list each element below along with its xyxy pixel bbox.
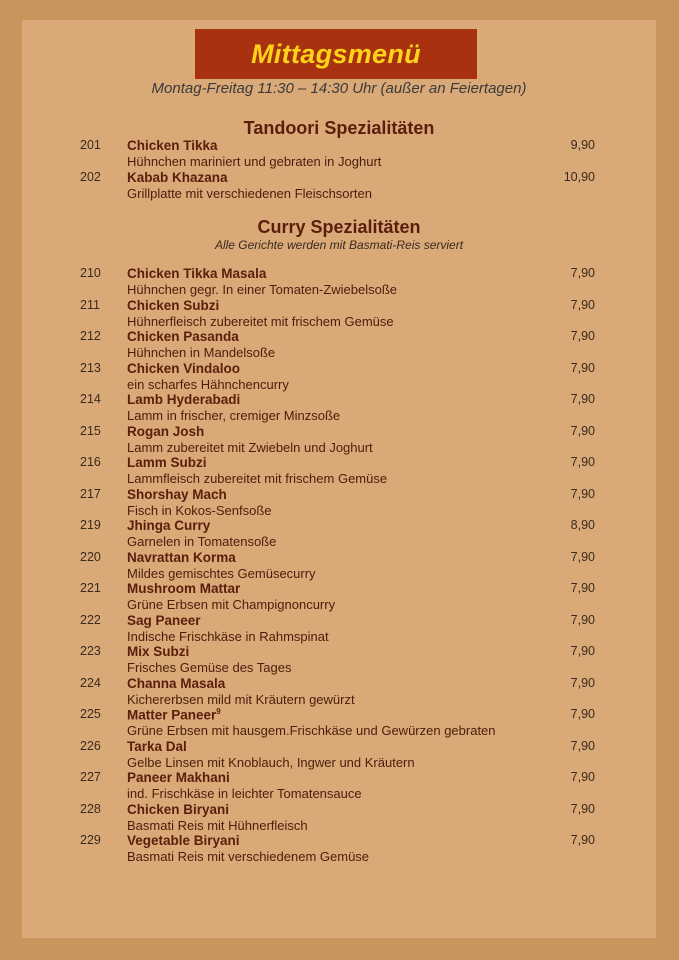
item-number: 214 <box>80 392 101 406</box>
item-description: Hühnchen in Mandelsoße <box>127 345 276 360</box>
menu-item <box>22 487 656 519</box>
menu-page <box>22 20 656 938</box>
item-price: 7,90 <box>570 707 595 721</box>
menu-item <box>22 361 656 393</box>
item-description: Garnelen in Tomatensoße <box>127 534 277 549</box>
menu-item <box>22 424 656 456</box>
item-name-text: Navrattan Korma <box>127 549 236 565</box>
menu-title: Mittagsmenü <box>251 38 421 69</box>
item-number: 201 <box>80 138 101 152</box>
item-name <box>127 266 266 281</box>
item-description: Mildes gemischtes Gemüsecurry <box>127 565 316 581</box>
item-description: ind. Frischkäse in leichter Tomatensauce <box>127 786 362 801</box>
section-title-curry: Curry Spezialitäten <box>257 217 421 237</box>
menu-item <box>22 392 656 424</box>
item-description: Kichererbsen mild mit Kräutern gewürzt <box>127 691 355 707</box>
item-name <box>127 392 240 407</box>
item-description: Gelbe Linsen mit Knoblauch, Ingwer und Kräutern <box>127 754 415 770</box>
item-number: 216 <box>80 455 101 469</box>
item-name-text: Rogan Josh <box>127 423 205 439</box>
item-name <box>127 676 225 691</box>
menu-item <box>22 707 656 739</box>
item-name <box>127 802 229 817</box>
item-name <box>127 707 221 723</box>
item-description: Hühnchen gegr. In einer Tomaten-Zwiebelsoße <box>127 282 398 297</box>
item-name <box>127 581 240 596</box>
item-name <box>127 361 240 376</box>
item-price: 7,90 <box>570 297 595 312</box>
item-price: 7,90 <box>570 770 595 784</box>
item-name-text: Chicken Tikka Masala <box>127 266 267 281</box>
item-name <box>127 329 239 344</box>
item-description: Grüne Erbsen mit Champignoncurry <box>127 597 336 612</box>
item-number: 226 <box>80 738 101 753</box>
menu-item <box>22 676 656 708</box>
item-description: Grillplatte mit verschiedenen Fleischsorten <box>127 185 372 201</box>
item-name <box>127 138 218 153</box>
opening-hours: Montag-Freitag 11:30 – 14:30 Uhr (außer an Feiertagen) <box>151 80 527 97</box>
item-name-text: Lamb Hyderabadi <box>127 392 241 407</box>
item-number: 213 <box>80 360 101 375</box>
item-price: 7,90 <box>570 549 595 564</box>
menu-item <box>22 581 656 613</box>
item-number: 212 <box>80 329 101 343</box>
item-price: 7,90 <box>570 360 595 375</box>
menu-item <box>22 329 656 361</box>
section-subtitle-curry: Alle Gerichte werden mit Basmati-Reis serviert <box>214 238 464 252</box>
item-name <box>127 298 219 313</box>
item-name-text: Shorshay Mach <box>127 486 227 502</box>
menu-item <box>22 644 656 676</box>
item-description: Lammfleisch zubereitet mit frischem Gemüse <box>127 471 388 486</box>
item-number: 215 <box>80 423 101 438</box>
item-name <box>127 613 201 628</box>
item-description: Hühnchen mariniert und gebraten in Joghurt <box>127 154 382 169</box>
item-number: 221 <box>80 581 101 595</box>
item-name-text: Matter Paneer <box>127 707 217 723</box>
item-description: Grüne Erbsen mit hausgem.Frischkäse und Gewürzen gebraten <box>127 723 496 738</box>
item-number: 225 <box>80 707 101 721</box>
item-name <box>127 170 228 185</box>
menu-item <box>22 613 656 645</box>
item-description: Indische Frischkäse in Rahmspinat <box>127 628 329 644</box>
menu-item <box>22 138 656 170</box>
item-description: Hühnerfleisch zubereitet mit frischem Gemüse <box>127 313 394 329</box>
item-name <box>127 455 207 470</box>
item-name-text: Mix Subzi <box>127 644 190 659</box>
item-description: Lamm in frischer, cremiger Minzsoße <box>127 408 341 423</box>
item-number: 210 <box>80 266 101 280</box>
item-number: 228 <box>80 801 101 816</box>
item-number: 223 <box>80 644 101 658</box>
item-description: Basmati Reis mit verschiedenem Gemüse <box>127 849 370 864</box>
item-name-text: Chicken Vindaloo <box>127 360 241 376</box>
item-number: 219 <box>80 518 101 532</box>
item-name-text: Paneer Makhani <box>127 770 230 785</box>
item-name <box>127 487 227 502</box>
item-name-text: Lamm Subzi <box>127 455 207 470</box>
item-price: 7,90 <box>570 423 595 438</box>
menu-item <box>22 170 656 202</box>
item-name-text: Vegetable Biryani <box>127 833 240 848</box>
item-price: 7,90 <box>570 644 595 658</box>
item-price: 8,90 <box>570 518 595 532</box>
item-number: 222 <box>80 612 101 627</box>
item-price: 7,90 <box>570 612 595 627</box>
item-description: Lamm zubereitet mit Zwiebeln und Joghurt <box>127 439 373 455</box>
item-description: Fisch in Kokos-Senfsoße <box>127 502 272 518</box>
menu-item <box>22 802 656 834</box>
item-price: 7,90 <box>570 486 595 501</box>
item-name <box>127 644 189 659</box>
item-name-text: Tarka Dal <box>127 738 187 754</box>
section-title-tandoori: Tandoori Spezialitäten <box>243 118 435 138</box>
item-name <box>127 770 230 785</box>
item-name-text: Kabab Khazana <box>127 169 228 185</box>
item-price: 7,90 <box>570 801 595 816</box>
menu-item <box>22 550 656 582</box>
item-name-text: Chicken Subzi <box>127 297 220 313</box>
item-name <box>127 739 187 754</box>
item-number: 229 <box>80 833 101 847</box>
item-name-text: Chicken Biryani <box>127 801 230 817</box>
menu-item <box>22 455 656 487</box>
item-price: 7,90 <box>570 675 595 690</box>
item-number: 202 <box>80 169 101 184</box>
item-price: 7,90 <box>570 833 595 847</box>
menu-item <box>22 266 656 298</box>
item-footnote-marker: 9 <box>216 707 221 716</box>
item-name-text: Channa Masala <box>127 675 226 691</box>
item-name <box>127 550 236 565</box>
item-name-text: Chicken Pasanda <box>127 329 239 344</box>
menu-item <box>22 298 656 330</box>
item-name-text: Mushroom Mattar <box>127 581 241 596</box>
menu-item <box>22 833 656 865</box>
item-number: 211 <box>80 297 100 312</box>
item-price: 7,90 <box>570 738 595 753</box>
item-price: 7,90 <box>570 329 595 343</box>
item-name-text: Chicken Tikka <box>127 138 218 153</box>
item-price: 7,90 <box>570 266 595 280</box>
item-name <box>127 518 210 533</box>
item-name <box>127 833 240 848</box>
item-price: 10,90 <box>563 169 595 184</box>
item-price: 7,90 <box>570 392 595 406</box>
menu-item <box>22 518 656 550</box>
item-number: 217 <box>80 486 101 501</box>
menu-item <box>22 770 656 802</box>
item-name-text: Jhinga Curry <box>127 518 211 533</box>
item-price: 9,90 <box>570 138 595 152</box>
item-description: Basmati Reis mit Hühnerfleisch <box>127 817 308 833</box>
item-name <box>127 424 204 439</box>
item-price: 7,90 <box>570 455 595 469</box>
item-number: 220 <box>80 549 101 564</box>
item-price: 7,90 <box>570 581 595 595</box>
item-description: ein scharfes Hähnchencurry <box>127 376 289 392</box>
item-name-text: Sag Paneer <box>127 612 201 628</box>
item-number: 227 <box>80 770 101 784</box>
menu-title-banner <box>195 29 477 79</box>
menu-item <box>22 739 656 771</box>
item-description: Frisches Gemüse des Tages <box>127 660 292 675</box>
item-number: 224 <box>80 675 101 690</box>
